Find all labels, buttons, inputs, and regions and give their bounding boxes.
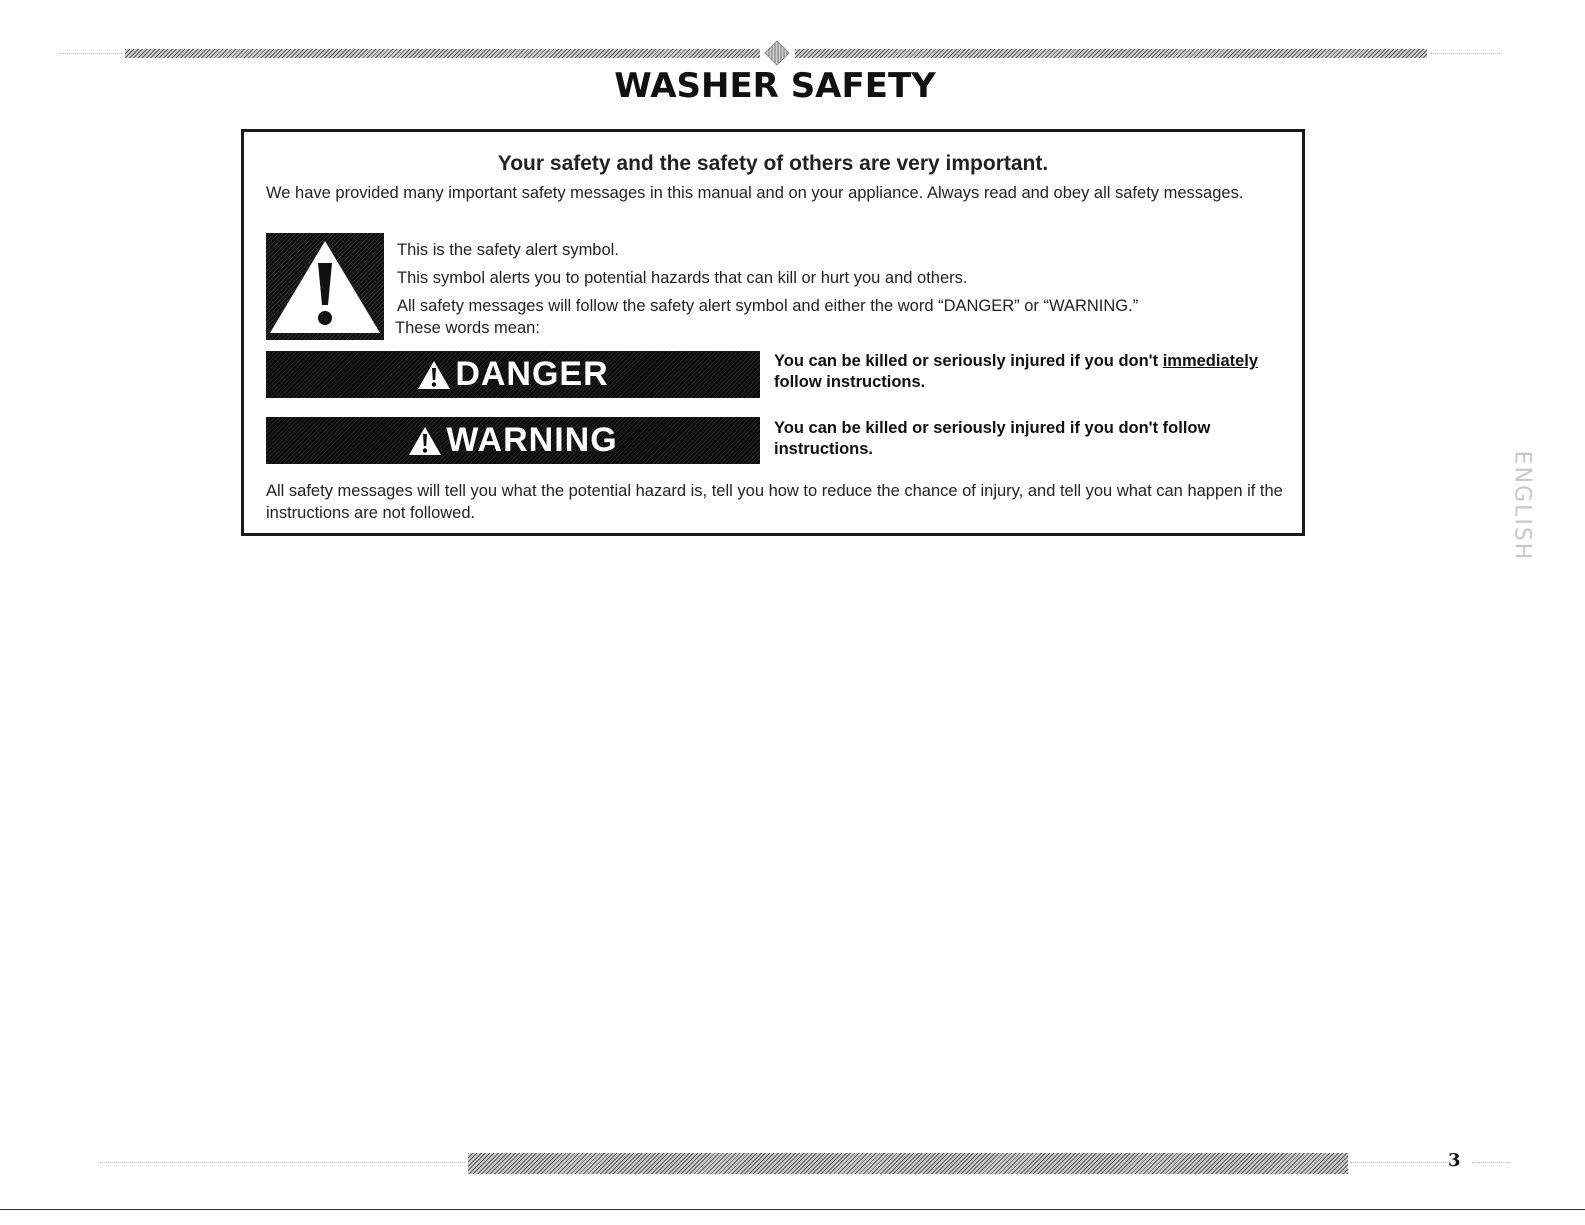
language-side-tab — [1511, 438, 1533, 573]
warning-signal-bar — [266, 417, 760, 464]
danger-label: DANGER — [455, 355, 609, 393]
box-heading: Your safety and the safety of others are very important. — [497, 152, 1049, 175]
rule-bar-right — [795, 49, 1427, 58]
warning-meaning: You can be killed or seriously injured if you don't follow instructions. — [774, 419, 1211, 458]
safety-message-box — [241, 129, 1305, 536]
rule-fade-left — [60, 53, 122, 55]
danger-signal-word — [417, 355, 608, 394]
danger-meaning-emphasis: immediately — [1162, 352, 1259, 370]
symbol-line: This symbol alerts you to potential hazards that can kill or hurt you and others. — [397, 269, 968, 287]
symbol-explanation — [397, 239, 1138, 345]
symbol-line: These words mean: — [395, 319, 540, 337]
closing-paragraph: All safety messages will tell you what the potential hazard is, tell you how to reduce the chance of injury, and tell you what can happen if the instructions are not followed. — [266, 482, 1283, 522]
rule-fade-left — [100, 1162, 465, 1164]
safety-alert-triangle-icon — [266, 233, 384, 340]
alert-triangle-icon — [417, 360, 451, 390]
page-title: WASHER SAFETY — [614, 66, 936, 106]
warning-label: WARNING — [446, 421, 618, 459]
danger-signal-bar — [266, 351, 760, 398]
danger-meaning-prefix: You can be killed or seriously injured if you don't — [774, 352, 1163, 370]
bottom-decorative-rule — [100, 1152, 1510, 1178]
symbol-line: This is the safety alert symbol. — [397, 241, 619, 259]
warning-signal-word — [408, 421, 617, 460]
page-number: 3 — [1448, 1150, 1461, 1171]
rule-bar-left — [125, 49, 760, 58]
rule-fade-right — [1430, 53, 1500, 55]
rule-bar — [468, 1153, 1348, 1174]
rule-fade-far-right — [1472, 1162, 1510, 1164]
side-tab-label: ENGLISH — [1509, 450, 1535, 561]
danger-meaning-suffix: follow instructions. — [774, 373, 926, 391]
page-bottom-edge — [0, 1209, 1585, 1210]
danger-meaning — [774, 351, 1294, 393]
rule-fade-right — [1350, 1162, 1450, 1164]
intro-paragraph: We have provided many important safety messages in this manual and on your appliance. Always read and obey all safety messages. — [266, 184, 1244, 202]
alert-triangle-icon — [408, 426, 442, 456]
symbol-line: All safety messages will follow the safety alert symbol and either the word “DANGER” or “WARNING.” — [397, 297, 1139, 315]
top-decorative-rule — [60, 47, 1500, 59]
diamond-ornament-icon — [764, 40, 789, 65]
